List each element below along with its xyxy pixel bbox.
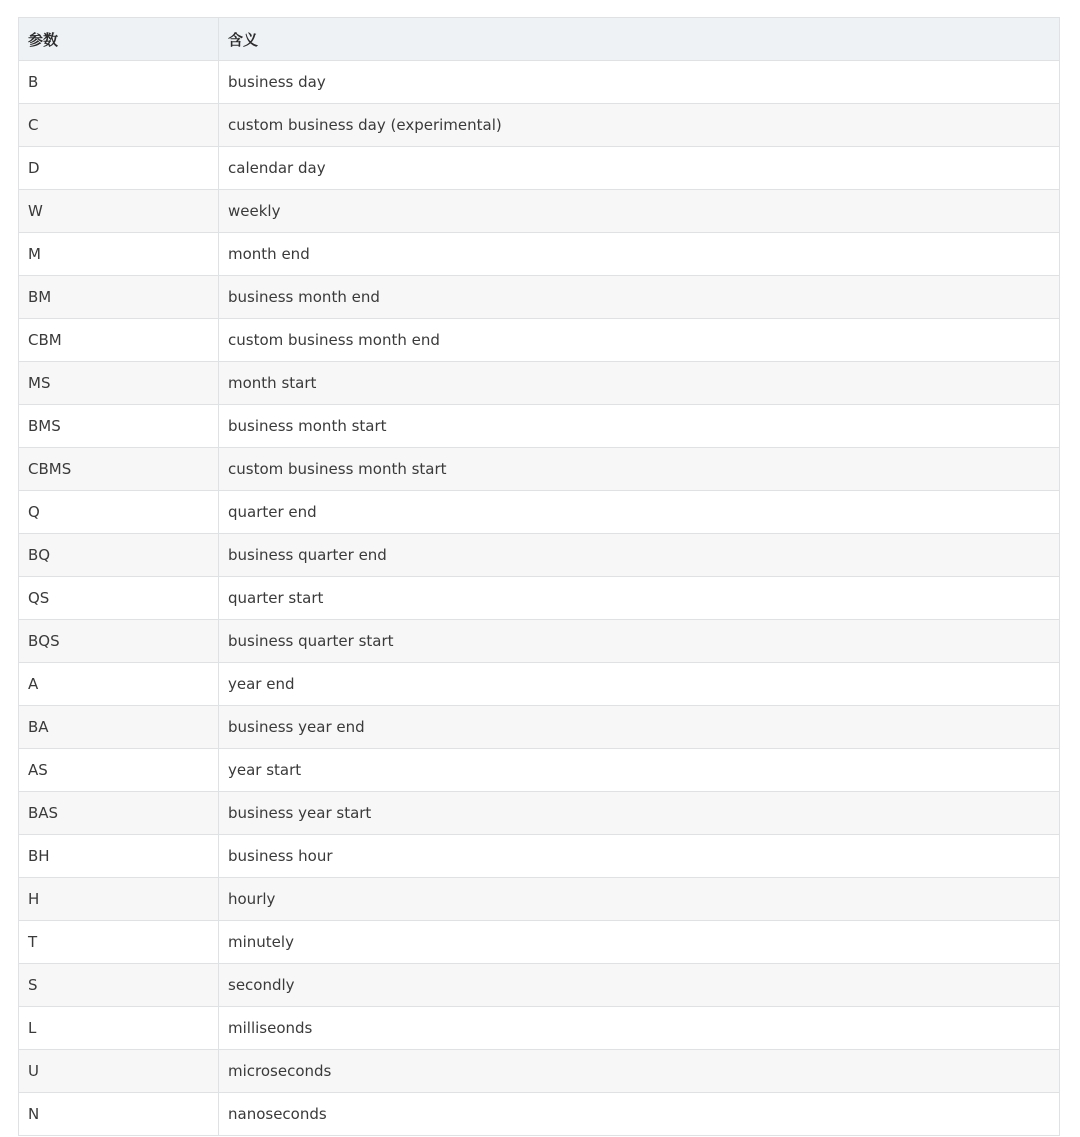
table-row	[19, 835, 1060, 878]
meaning-cell: business quarter start	[219, 620, 1060, 663]
table-row	[19, 319, 1060, 362]
param-cell: S	[19, 964, 219, 1007]
table-row	[19, 362, 1060, 405]
param-cell: BMS	[19, 405, 219, 448]
meaning-cell: month start	[219, 362, 1060, 405]
table-row	[19, 405, 1060, 448]
table-header	[19, 18, 1060, 61]
param-cell: MS	[19, 362, 219, 405]
table-row	[19, 1093, 1060, 1136]
table-row	[19, 534, 1060, 577]
param-cell: CBMS	[19, 448, 219, 491]
meaning-cell: business month start	[219, 405, 1060, 448]
param-cell: BM	[19, 276, 219, 319]
meaning-cell: business hour	[219, 835, 1060, 878]
table-row	[19, 448, 1060, 491]
table-row	[19, 1050, 1060, 1093]
table-body	[19, 61, 1060, 1136]
param-cell: QS	[19, 577, 219, 620]
param-cell: B	[19, 61, 219, 104]
param-cell: CBM	[19, 319, 219, 362]
table-row	[19, 61, 1060, 104]
column-header-meaning: 含义	[219, 18, 1060, 61]
header-row	[19, 18, 1060, 61]
meaning-cell: weekly	[219, 190, 1060, 233]
meaning-cell: month end	[219, 233, 1060, 276]
meaning-cell: milliseonds	[219, 1007, 1060, 1050]
column-header-param: 参数	[19, 18, 219, 61]
table-row	[19, 921, 1060, 964]
meaning-cell: business month end	[219, 276, 1060, 319]
param-cell: T	[19, 921, 219, 964]
meaning-cell: calendar day	[219, 147, 1060, 190]
param-cell: N	[19, 1093, 219, 1136]
param-cell: L	[19, 1007, 219, 1050]
meaning-cell: business day	[219, 61, 1060, 104]
meaning-cell: quarter end	[219, 491, 1060, 534]
table-row	[19, 233, 1060, 276]
meaning-cell: business year end	[219, 706, 1060, 749]
meaning-cell: custom business day (experimental)	[219, 104, 1060, 147]
meaning-cell: microseconds	[219, 1050, 1060, 1093]
meaning-cell: year end	[219, 663, 1060, 706]
table-row	[19, 964, 1060, 1007]
table-row	[19, 706, 1060, 749]
meaning-cell: nanoseconds	[219, 1093, 1060, 1136]
meaning-cell: custom business month end	[219, 319, 1060, 362]
table-row	[19, 749, 1060, 792]
table-row	[19, 491, 1060, 534]
table-row	[19, 147, 1060, 190]
meaning-cell: hourly	[219, 878, 1060, 921]
table-row	[19, 792, 1060, 835]
meaning-cell: custom business month start	[219, 448, 1060, 491]
param-cell: Q	[19, 491, 219, 534]
meaning-cell: business quarter end	[219, 534, 1060, 577]
param-cell: U	[19, 1050, 219, 1093]
param-cell: BA	[19, 706, 219, 749]
meaning-cell: business year start	[219, 792, 1060, 835]
param-cell: C	[19, 104, 219, 147]
param-cell: D	[19, 147, 219, 190]
table-row	[19, 577, 1060, 620]
param-cell: H	[19, 878, 219, 921]
param-cell: BQS	[19, 620, 219, 663]
param-cell: AS	[19, 749, 219, 792]
param-cell: BH	[19, 835, 219, 878]
param-cell: BAS	[19, 792, 219, 835]
table-row	[19, 878, 1060, 921]
meaning-cell: secondly	[219, 964, 1060, 1007]
meaning-cell: year start	[219, 749, 1060, 792]
param-cell: W	[19, 190, 219, 233]
offset-alias-table	[18, 17, 1060, 1136]
table-row	[19, 276, 1060, 319]
table-row	[19, 190, 1060, 233]
table-row	[19, 620, 1060, 663]
meaning-cell: minutely	[219, 921, 1060, 964]
param-cell: A	[19, 663, 219, 706]
table-row	[19, 663, 1060, 706]
param-cell: BQ	[19, 534, 219, 577]
meaning-cell: quarter start	[219, 577, 1060, 620]
offset-alias-table-container	[18, 17, 1059, 1136]
param-cell: M	[19, 233, 219, 276]
table-row	[19, 104, 1060, 147]
table-row	[19, 1007, 1060, 1050]
